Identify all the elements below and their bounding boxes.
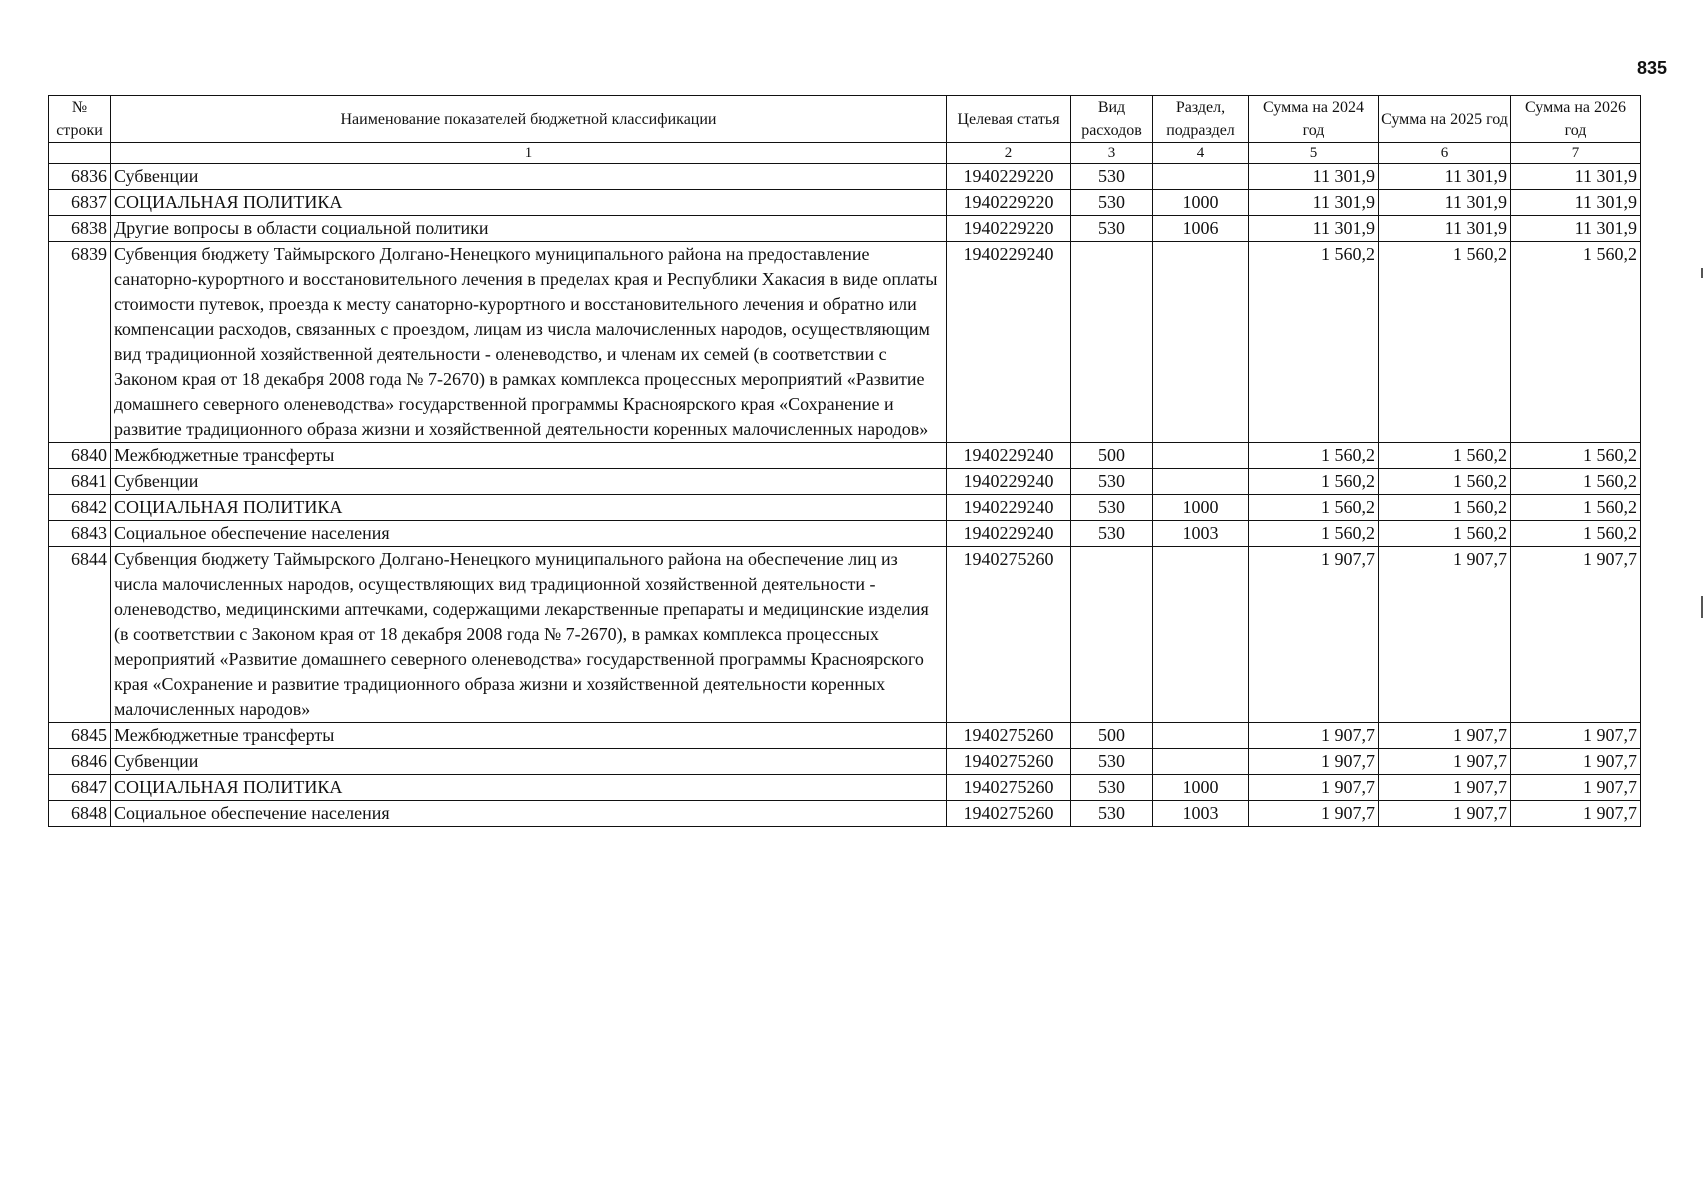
sum-2026: 1 560,2 xyxy=(1511,242,1641,443)
sum-2024: 1 560,2 xyxy=(1249,242,1379,443)
indicator-name: Межбюджетные трансферты xyxy=(111,443,947,469)
section-code: 1003 xyxy=(1153,521,1249,547)
sum-2025: 11 301,9 xyxy=(1379,164,1511,190)
target-article: 1940229240 xyxy=(947,242,1071,443)
indicator-name: Социальное обеспечение населения xyxy=(111,521,947,547)
sum-2024: 1 907,7 xyxy=(1249,723,1379,749)
sum-2026: 1 907,7 xyxy=(1511,801,1641,827)
target-article: 1940229220 xyxy=(947,164,1071,190)
sum-2025: 1 560,2 xyxy=(1379,521,1511,547)
sum-2024: 1 560,2 xyxy=(1249,469,1379,495)
sum-2025: 1 560,2 xyxy=(1379,443,1511,469)
expense-type: 530 xyxy=(1071,469,1153,495)
row-number: 6840 xyxy=(49,443,111,469)
header-name: Наименование показателей бюджетной классификации xyxy=(111,96,947,143)
row-number: 6837 xyxy=(49,190,111,216)
section-code xyxy=(1153,469,1249,495)
table-body xyxy=(49,164,1641,827)
column-number: 4 xyxy=(1153,143,1249,164)
sum-2026: 1 560,2 xyxy=(1511,443,1641,469)
table-row xyxy=(49,775,1641,801)
row-number: 6836 xyxy=(49,164,111,190)
sum-2024: 1 560,2 xyxy=(1249,495,1379,521)
row-number: 6839 xyxy=(49,242,111,443)
sum-2026: 11 301,9 xyxy=(1511,164,1641,190)
sum-2025: 1 907,7 xyxy=(1379,801,1511,827)
section-code xyxy=(1153,242,1249,443)
expense-type: 500 xyxy=(1071,443,1153,469)
target-article: 1940229240 xyxy=(947,521,1071,547)
column-number: 3 xyxy=(1071,143,1153,164)
expense-type: 530 xyxy=(1071,216,1153,242)
sum-2024: 11 301,9 xyxy=(1249,164,1379,190)
header-row-no: № строки xyxy=(49,96,111,143)
indicator-name: Социальное обеспечение населения xyxy=(111,801,947,827)
section-code xyxy=(1153,547,1249,723)
sum-2026: 1 560,2 xyxy=(1511,495,1641,521)
sum-2026: 11 301,9 xyxy=(1511,190,1641,216)
target-article: 1940275260 xyxy=(947,749,1071,775)
indicator-name: СОЦИАЛЬНАЯ ПОЛИТИКА xyxy=(111,190,947,216)
table-row xyxy=(49,495,1641,521)
sum-2026: 1 560,2 xyxy=(1511,469,1641,495)
header-target-article: Целевая статья xyxy=(947,96,1071,143)
scan-edge-mark xyxy=(1701,268,1703,278)
indicator-name: Межбюджетные трансферты xyxy=(111,723,947,749)
target-article: 1940229220 xyxy=(947,190,1071,216)
header-expense-type: Вид расходов xyxy=(1071,96,1153,143)
sum-2025: 1 560,2 xyxy=(1379,242,1511,443)
scan-edge-mark xyxy=(1701,596,1703,618)
target-article: 1940229240 xyxy=(947,469,1071,495)
header-row xyxy=(49,96,1641,143)
expense-type xyxy=(1071,547,1153,723)
target-article: 1940275260 xyxy=(947,775,1071,801)
row-number: 6844 xyxy=(49,547,111,723)
table-row xyxy=(49,469,1641,495)
row-number: 6841 xyxy=(49,469,111,495)
section-code: 1000 xyxy=(1153,190,1249,216)
row-number: 6846 xyxy=(49,749,111,775)
sum-2024: 1 560,2 xyxy=(1249,443,1379,469)
section-code: 1006 xyxy=(1153,216,1249,242)
sum-2025: 1 907,7 xyxy=(1379,547,1511,723)
indicator-name: Субвенции xyxy=(111,749,947,775)
indicator-name: Субвенция бюджету Таймырского Долгано-Ненецкого муниципального района на предоставление санаторно-курортного и восстановительного лечения в пределах края и Республики Хакасия в виде оплаты стоимости путевок, проезда к месту санаторно-курортного и восстановительного лечения и обратно или компенсации расходов, связанных с проездом, лицам из числа малочисленных народов, осуществляющим вид традиционной хозяйственной деятельности - оленеводство, и членам их семей (в соответствии с Законом края от 18 декабря 2008 года № 7-2670) в рамках комплекса процессных мероприятий «Развитие домашнего северного оленеводства» государственной программы Красноярского края «Сохранение и развитие традиционного образа жизни и хозяйственной деятельности коренных малочисленных народов» xyxy=(111,242,947,443)
indicator-name: СОЦИАЛЬНАЯ ПОЛИТИКА xyxy=(111,775,947,801)
expense-type: 530 xyxy=(1071,775,1153,801)
header-sum-2026: Сумма на 2026 год xyxy=(1511,96,1641,143)
target-article: 1940229240 xyxy=(947,443,1071,469)
indicator-name: Субвенция бюджету Таймырского Долгано-Ненецкого муниципального района на обеспечение лиц из числа малочисленных народов, осуществляющих вид традиционной хозяйственной деятельности - оленеводство, медицинскими аптечками, содержащими лекарственные препараты и медицинские изделия (в соответствии с Законом края от 18 декабря 2008 года № 7-2670), в рамках комплекса процессных мероприятий «Развитие домашнего северного оленеводства» государственной программы Красноярского края «Сохранение и развитие традиционного образа жизни и хозяйственной деятельности коренных малочисленных народов» xyxy=(111,547,947,723)
column-number: 5 xyxy=(1249,143,1379,164)
section-code: 1000 xyxy=(1153,775,1249,801)
sum-2024: 11 301,9 xyxy=(1249,190,1379,216)
column-number: 2 xyxy=(947,143,1071,164)
row-number: 6842 xyxy=(49,495,111,521)
table-row xyxy=(49,521,1641,547)
row-number: 6848 xyxy=(49,801,111,827)
section-code xyxy=(1153,749,1249,775)
page-number: 835 xyxy=(1636,58,1667,78)
table-row xyxy=(49,723,1641,749)
sum-2026: 11 301,9 xyxy=(1511,216,1641,242)
column-number xyxy=(49,143,111,164)
sum-2025: 1 560,2 xyxy=(1379,495,1511,521)
header-sum-2024: Сумма на 2024 год xyxy=(1249,96,1379,143)
section-code: 1000 xyxy=(1153,495,1249,521)
section-code: 1003 xyxy=(1153,801,1249,827)
expense-type: 530 xyxy=(1071,749,1153,775)
sum-2025: 1 907,7 xyxy=(1379,749,1511,775)
section-code xyxy=(1153,443,1249,469)
target-article: 1940275260 xyxy=(947,801,1071,827)
sum-2026: 1 560,2 xyxy=(1511,521,1641,547)
sum-2024: 1 907,7 xyxy=(1249,749,1379,775)
expense-type: 530 xyxy=(1071,495,1153,521)
target-article: 1940275260 xyxy=(947,723,1071,749)
indicator-name: Субвенции xyxy=(111,164,947,190)
expense-type: 530 xyxy=(1071,801,1153,827)
section-code xyxy=(1153,164,1249,190)
table-row xyxy=(49,216,1641,242)
sum-2024: 1 907,7 xyxy=(1249,547,1379,723)
sum-2026: 1 907,7 xyxy=(1511,749,1641,775)
row-number: 6843 xyxy=(49,521,111,547)
target-article: 1940275260 xyxy=(947,547,1071,723)
sum-2025: 1 560,2 xyxy=(1379,469,1511,495)
budget-classification-table xyxy=(48,95,1641,827)
target-article: 1940229240 xyxy=(947,495,1071,521)
expense-type xyxy=(1071,242,1153,443)
column-number: 7 xyxy=(1511,143,1641,164)
table-row xyxy=(49,190,1641,216)
column-number: 6 xyxy=(1379,143,1511,164)
expense-type: 500 xyxy=(1071,723,1153,749)
row-number: 6845 xyxy=(49,723,111,749)
sum-2025: 1 907,7 xyxy=(1379,775,1511,801)
indicator-name: Другие вопросы в области социальной политики xyxy=(111,216,947,242)
sum-2026: 1 907,7 xyxy=(1511,547,1641,723)
row-number: 6847 xyxy=(49,775,111,801)
section-code xyxy=(1153,723,1249,749)
expense-type: 530 xyxy=(1071,190,1153,216)
sum-2026: 1 907,7 xyxy=(1511,775,1641,801)
table-row xyxy=(49,242,1641,443)
sum-2024: 1 907,7 xyxy=(1249,775,1379,801)
header-sum-2025: Сумма на 2025 год xyxy=(1379,96,1511,143)
table-row xyxy=(49,443,1641,469)
header-section: Раздел, подраздел xyxy=(1153,96,1249,143)
indicator-name: Субвенции xyxy=(111,469,947,495)
expense-type: 530 xyxy=(1071,164,1153,190)
sum-2026: 1 907,7 xyxy=(1511,723,1641,749)
indicator-name: СОЦИАЛЬНАЯ ПОЛИТИКА xyxy=(111,495,947,521)
row-number: 6838 xyxy=(49,216,111,242)
sum-2025: 1 907,7 xyxy=(1379,723,1511,749)
sum-2024: 11 301,9 xyxy=(1249,216,1379,242)
sum-2025: 11 301,9 xyxy=(1379,190,1511,216)
sum-2024: 1 907,7 xyxy=(1249,801,1379,827)
expense-type: 530 xyxy=(1071,521,1153,547)
table-row xyxy=(49,164,1641,190)
table-row xyxy=(49,749,1641,775)
table-row xyxy=(49,801,1641,827)
column-number: 1 xyxy=(111,143,947,164)
sum-2025: 11 301,9 xyxy=(1379,216,1511,242)
target-article: 1940229220 xyxy=(947,216,1071,242)
sum-2024: 1 560,2 xyxy=(1249,521,1379,547)
table-row xyxy=(49,547,1641,723)
column-number-row xyxy=(49,143,1641,164)
